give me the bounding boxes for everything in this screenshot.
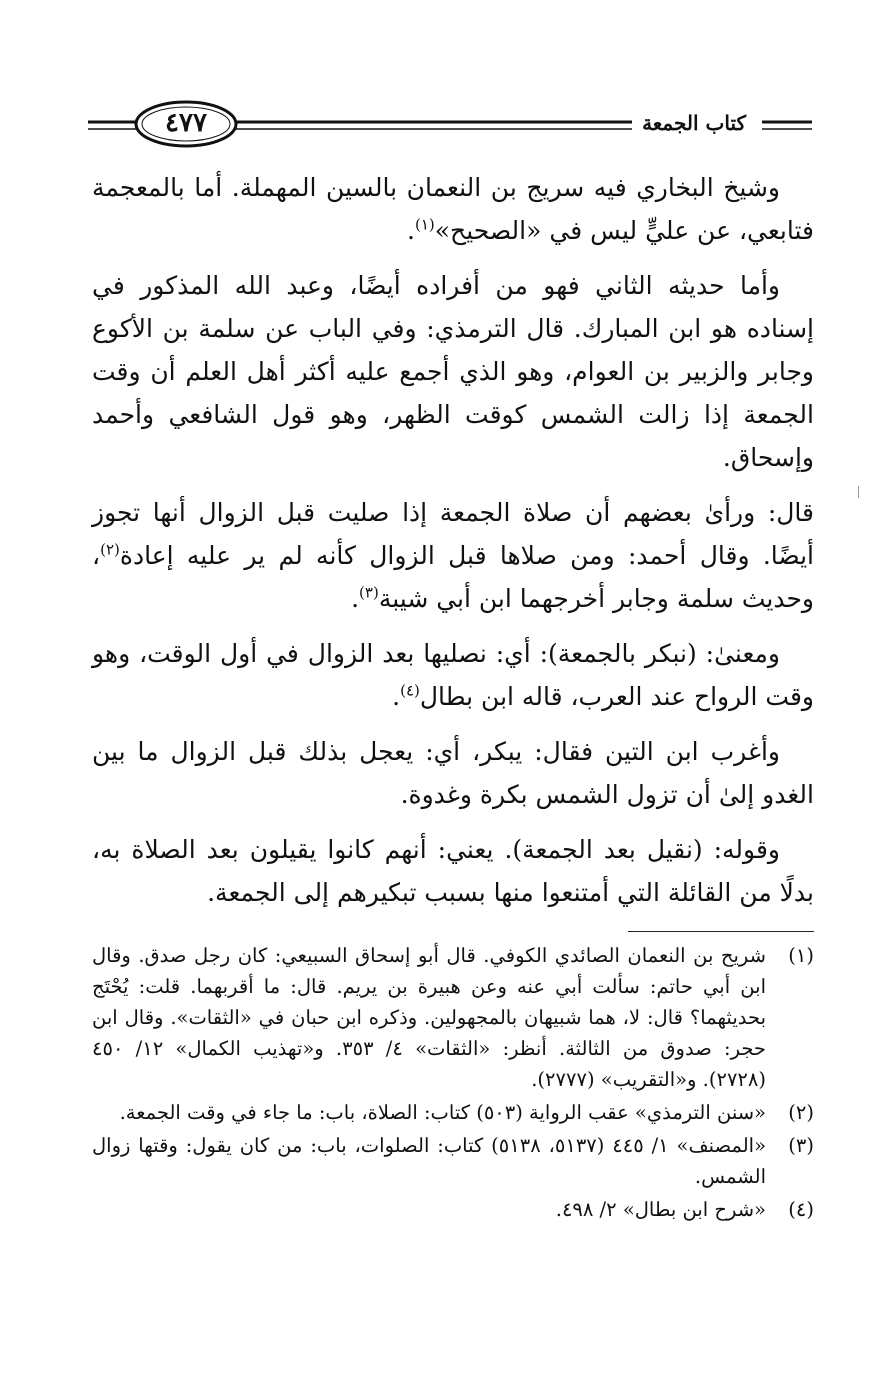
paragraph: وقوله: (نقيل بعد الجمعة). يعني: أنهم كانوا يقيلون بعد الصلاة به، بدلًا من القائلة التي أمتنعوا منها بسبب تبكيرهم إلى الجمعة. <box>92 835 814 907</box>
footnote-ref[interactable]: (٣) <box>359 583 379 602</box>
footnote-number: (٢) <box>788 1101 814 1124</box>
footnote-text: «شرح ابن بطال» ٢/ ٤٩٨. <box>555 1198 766 1221</box>
paragraph: قال: ورأىٰ بعضهم أن صلاة الجمعة إذا صليت قبل الزوال أنها تجوز أيضًا. وقال أحمد: ومن صلاها قبل الزوال كأنه لم ير عليه إعادة$^{(٢)}$، وحديث سلمة وجابر أخرجهما ابن أبي شيبة$^{(٣)}$. <box>92 498 814 613</box>
footnote-ref[interactable]: (٢) <box>100 540 120 559</box>
paragraph: ومعنىٰ: (نبكر بالجمعة): أي: نصليها بعد الزوال في أول الوقت، وهو وقت الرواح عند العرب، قاله ابن بطال$^{(٤)}$. <box>92 639 814 711</box>
footnote-ref[interactable]: (١) <box>414 215 435 234</box>
scan-edge-mark <box>858 486 859 498</box>
footnote-number: (١) <box>788 944 814 967</box>
page-number: ٤٧٧ <box>165 108 207 138</box>
footnote <box>92 1097 814 1128</box>
paragraph: وأغرب ابن التين فقال: يبكر، أي: يعجل بذلك قبل الزوال ما بين الغدو إلىٰ أن تزول الشمس بكرة وغدوة. <box>92 737 814 809</box>
running-header <box>86 96 814 156</box>
footnote-text: شريح بن النعمان الصائدي الكوفي. قال أبو إسحاق السبيعي: كان رجل صدق. وقال ابن أبي حاتم: سألت أبي عنه وعن هبيرة بن يريم. قال: ما أقربهما. قلت: يُحْتَج بحديثهما؟ قال: لا، هما شبيهان بالمجهولين. وذكره ابن حبان في «الثقات». وقال ابن حجر: صدوق من الثالثة. أنظر: «الثقات» ٤/ ٣٥٣. و«تهذيب الكمال» ١٢/ ٤٥٠ (٢٧٢٨). و«التقريب» (٢٧٧٧). <box>92 944 766 1091</box>
footnote-separator <box>628 931 814 932</box>
footnote-ref[interactable]: (٤) <box>400 681 420 700</box>
main-text <box>92 166 814 926</box>
running-title: كتاب الجمعة <box>632 110 756 136</box>
footnote <box>92 940 814 1095</box>
paragraph: وشيخ البخاري فيه سريج بن النعمان بالسين المهملة. أما بالمعجمة فتابعي، عن عليٍّ ليس في «الصحيح»$^{(١)}$. <box>92 173 814 245</box>
footnote-number: (٣) <box>788 1134 814 1157</box>
footnote-number: (٤) <box>788 1198 814 1221</box>
footnotes <box>92 940 814 1227</box>
footnote-text: «المصنف» ١/ ٤٤٥ (٥١٣٧، ٥١٣٨) كتاب: الصلوات، باب: من كان يقول: وقتها زوال الشمس. <box>92 1134 766 1188</box>
footnote <box>92 1130 814 1192</box>
footnote-text: «سنن الترمذي» عقب الرواية (٥٠٣) كتاب: الصلاة، باب: ما جاء في وقت الجمعة. <box>119 1101 766 1124</box>
footnote <box>92 1194 814 1225</box>
paragraph: وأما حديثه الثاني فهو من أفراده أيضًا، وعبد الله المذكور في إسناده هو ابن المبارك. قال الترمذي: وفي الباب عن سلمة بن الأكوع وجابر والزبير بن العوام، وهو الذي أجمع عليه أكثر أهل العلم أن وقت الجمعة إذا زالت الشمس كوقت الظهر، وهو قول الشافعي وأحمد وإسحاق. <box>92 271 814 472</box>
